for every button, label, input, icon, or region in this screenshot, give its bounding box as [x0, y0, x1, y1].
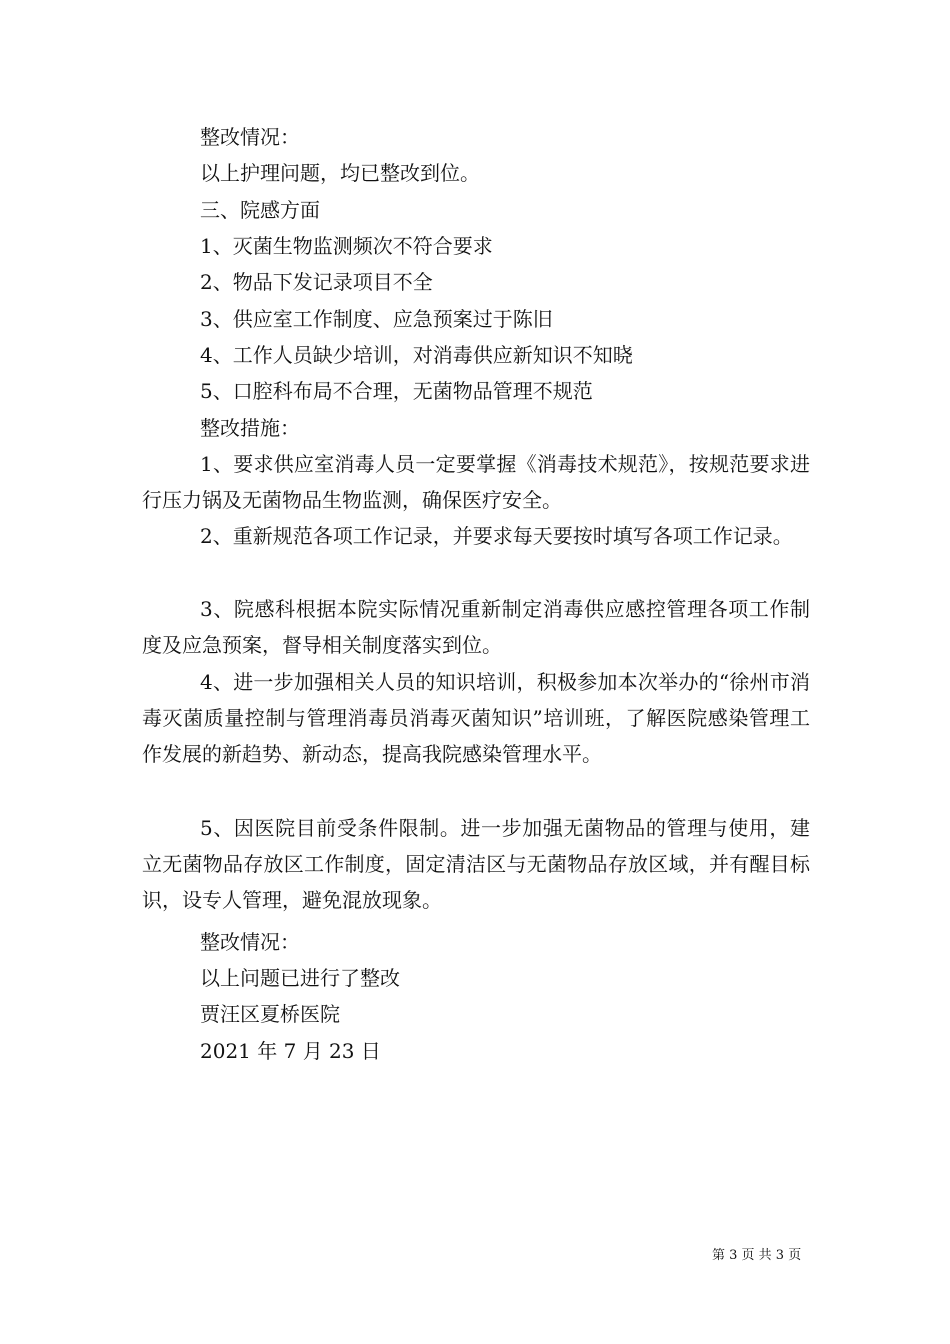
section-heading-infection-control: 三、院感方面 — [200, 198, 320, 222]
document-date: 2021 年 7 月 23 日 — [200, 1039, 381, 1063]
section-heading-rectification-status: 整改情况： — [200, 125, 300, 149]
section-heading-rectification-status-2: 整改情况： — [200, 930, 300, 954]
measure-paragraph-5: 5、因医院目前受条件限制。进一步加强无菌物品的管理与使用，建立无菌物品存放区工作制度，固定清洁区与无菌物品存放区域，并有醒目标识，设专人管理，避免混放现象。 — [142, 816, 810, 912]
hospital-signature: 贾汪区夏桥医院 — [200, 1002, 340, 1026]
measure-paragraph-3: 3、院感科根据本院实际情况重新制定消毒供应感控管理各项工作制度及应急预案，督导相关制度落实到位。 — [142, 597, 810, 657]
measure-paragraph-2: 2、重新规范各项工作记录，并要求每天要按时填写各项工作记录。 — [200, 524, 793, 548]
issue-item-5: 5、口腔科布局不合理，无菌物品管理不规范 — [200, 379, 593, 403]
measure-paragraph-4: 4、进一步加强相关人员的知识培训，积极参加本次举办的“徐州市消毒灭菌质量控制与管理消毒员消毒灭菌知识”培训班，了解医院感染管理工作发展的新趋势、新动态，提高我院感染管理水平。 — [142, 670, 810, 766]
issue-item-1: 1、灭菌生物监测频次不符合要求 — [200, 234, 493, 258]
issues-resolved-line: 以上问题已进行了整改 — [200, 966, 400, 990]
section-heading-measures: 整改措施： — [200, 416, 300, 440]
issue-item-4: 4、工作人员缺少培训，对消毒供应新知识不知晓 — [200, 343, 633, 367]
nursing-issues-resolved-line: 以上护理问题，均已整改到位。 — [200, 161, 480, 185]
issue-item-2: 2、物品下发记录项目不全 — [200, 270, 433, 294]
issue-item-3: 3、供应室工作制度、应急预案过于陈旧 — [200, 307, 553, 331]
page-number-footer: 第 3 页 共 3 页 — [712, 1248, 802, 1263]
measure-paragraph-1: 1、要求供应室消毒人员一定要掌握《消毒技术规范》，按规范要求进行压力锅及无菌物品生物监测，确保医疗安全。 — [142, 452, 810, 512]
